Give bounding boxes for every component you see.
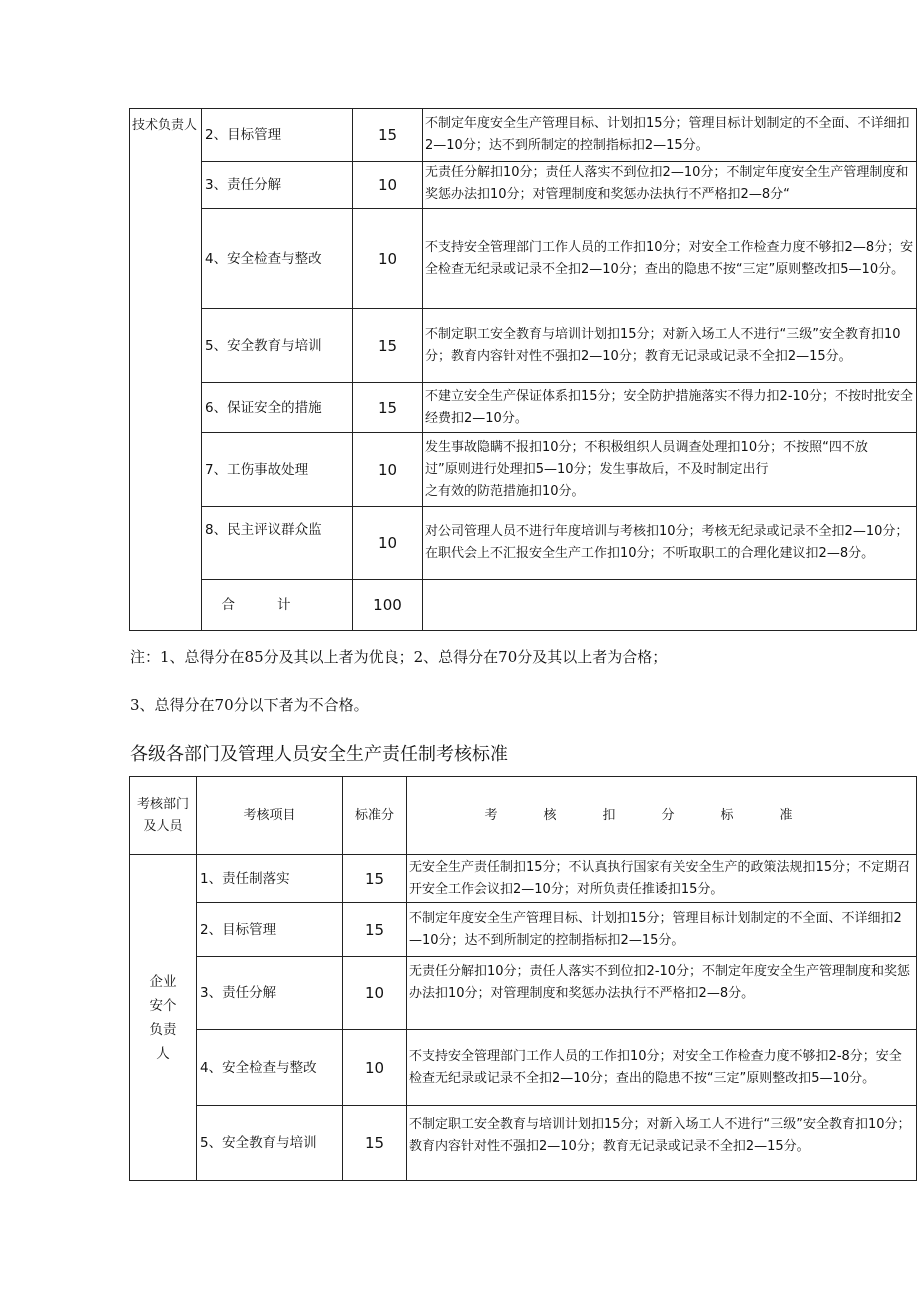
- total-label: 合计: [202, 580, 353, 631]
- score-cell: 15: [353, 309, 423, 383]
- header-item: 考核项目: [197, 777, 343, 855]
- score-cell: 15: [343, 903, 407, 957]
- desc-line: 发生事故隐瞒不报扣10分；不积极组织人员调查处理扣10分；不按照“四不放: [425, 439, 868, 455]
- table-row: [130, 383, 917, 433]
- item-cell: 7、工伤事故处理: [202, 433, 353, 507]
- empty-cell: [423, 580, 917, 631]
- item-cell: 5、安全教育与培训: [202, 309, 353, 383]
- score-cell: 10: [353, 507, 423, 580]
- desc-cell: 不支持安全管理部门工作人员的工作扣10分；对安全工作检查力度不够扣2-8分；安全检查无纪录或记录不全扣2—10分；查出的隐患不按“三定”原则整改扣5—10分。: [407, 1030, 917, 1106]
- item-cell: 8、民主评议群众监: [202, 507, 353, 580]
- score-cell: 10: [353, 433, 423, 507]
- item-cell: 3、责任分解: [197, 957, 343, 1030]
- table-row: [130, 855, 917, 903]
- table-row: [130, 309, 917, 383]
- desc-cell: 不制定职工安全教育与培训计划扣15分；对新入场工人不进行“三级”安全教育扣10分；教育内容针对性不强扣2—10分；教育无记录或记录不全扣2—15分。: [407, 1106, 917, 1181]
- table-row: [130, 433, 917, 507]
- score-cell: 10: [353, 209, 423, 309]
- item-cell: 6、保证安全的措施: [202, 383, 353, 433]
- assessment-table-1: [129, 108, 917, 631]
- table-row: [130, 957, 917, 1030]
- desc-cell: 无安全生产责任制扣15分；不认真执行国家有关安全生产的政策法规扣15分；不定期召开安全工作会议扣2—10分；对所负责任推诿扣15分。: [407, 855, 917, 903]
- desc-cell: 不支持安全管理部门工作人员的工作扣10分；对安全工作检查力度不够扣2—8分；安全检查无纪录或记录不全扣2—10分；查出的隐患不按“三定”原则整改扣5—10分。: [423, 209, 917, 309]
- desc-cell: 不制定年度安全生产管理目标、计划扣15分；管理目标计划制定的不全面、不详细扣2—10分；达不到所制定的控制指标扣2—15分。: [407, 903, 917, 957]
- header-row: [130, 777, 917, 855]
- dept-cell: 技术负责人: [130, 109, 202, 631]
- score-cell: 10: [343, 1030, 407, 1106]
- table-row: [130, 209, 917, 309]
- item-cell: 2、目标管理: [197, 903, 343, 957]
- total-row: [130, 580, 917, 631]
- item-cell: 4、安全检查与整改: [197, 1030, 343, 1106]
- score-cell: 15: [353, 109, 423, 162]
- item-cell: 2、目标管理: [202, 109, 353, 162]
- note-line-2: 3、总得分在70分以下者为不合格。: [130, 696, 369, 714]
- item-cell: 5、安全教育与培训: [197, 1106, 343, 1181]
- note-line-1: 注：1、总得分在85分及其以上者为优良；2、总得分在70分及其以上者为合格；: [130, 648, 668, 666]
- assessment-table-2: [129, 776, 917, 1181]
- table-row: [130, 109, 917, 162]
- total-score: 100: [353, 580, 423, 631]
- score-cell: 15: [353, 383, 423, 433]
- dept-cell: [130, 855, 197, 1181]
- desc-cell: 对公司管理人员不进行年度培训与考核扣10分；考核无纪录或记录不全扣2—10分；在职代会上不汇报安全生产工作扣10分；不听取职工的合理化建议扣2—8分。: [423, 507, 917, 580]
- header-score: 标准分: [343, 777, 407, 855]
- header-dept: 考核部门及人员: [130, 777, 197, 855]
- dept-label: 企业安个负责人: [149, 973, 177, 1062]
- table-row: [130, 903, 917, 957]
- score-cell: 15: [343, 1106, 407, 1181]
- score-cell: 10: [343, 957, 407, 1030]
- table-row: [130, 1106, 917, 1181]
- desc-cell: 不建立安全生产保证体系扣15分；安全防护措施落实不得力扣2-10分；不按时批安全经费扣2—10分。: [423, 383, 917, 433]
- item-cell: 4、安全检查与整改: [202, 209, 353, 309]
- desc-line: 过”原则进行处理扣5—10分；发生事故后，不及时制定出行: [425, 461, 769, 477]
- item-cell: 1、责任制落实: [197, 855, 343, 903]
- desc-cell: 不制定职工安全教育与培训计划扣15分；对新入场工人不进行“三级”安全教育扣10分；教育内容针对性不强扣2—10分；教育无记录或记录不全扣2—15分。: [423, 309, 917, 383]
- desc-line: 之有效的防范措施扣10分。: [425, 483, 585, 499]
- header-desc: 考核扣分标准: [407, 777, 917, 855]
- table-row: [130, 162, 917, 209]
- score-cell: 15: [343, 855, 407, 903]
- desc-cell: [423, 433, 917, 507]
- table-row: [130, 1030, 917, 1106]
- desc-cell: 无责任分解扣10分；责任人落实不到位扣2-10分；不制定年度安全生产管理制度和奖惩办法扣10分；对管理制度和奖惩办法执行不严格扣2—8分。: [407, 957, 917, 1030]
- section-title: 各级各部门及管理人员安全生产责任制考核标准: [130, 744, 508, 765]
- table-row: [130, 507, 917, 580]
- item-cell: 3、责任分解: [202, 162, 353, 209]
- score-cell: 10: [353, 162, 423, 209]
- desc-cell: 不制定年度安全生产管理目标、计划扣15分；管理目标计划制定的不全面、不详细扣2—10分；达不到所制定的控制指标扣2—15分。: [423, 109, 917, 162]
- desc-cell: 无责任分解扣10分；责任人落实不到位扣2—10分；不制定年度安全生产管理制度和奖惩办法扣10分；对管理制度和奖惩办法执行不严格扣2—8分“: [423, 162, 917, 209]
